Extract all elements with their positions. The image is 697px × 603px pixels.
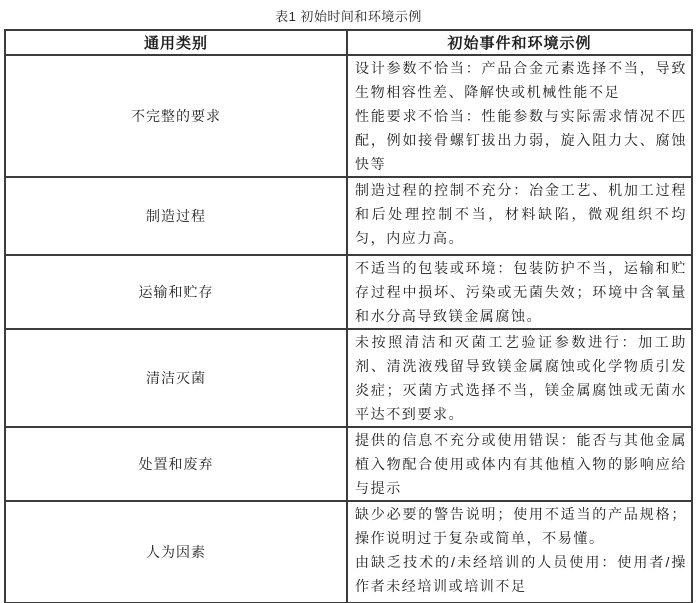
table-row-manufacturing-process	[5, 177, 692, 255]
table-row-cleaning-sterilization	[5, 329, 692, 427]
initiating-events-table	[4, 29, 693, 603]
category-cell: 人为因素	[5, 501, 347, 603]
example-paragraph: 提供的信息不充分或使用错误：能否与其他金属植入物配合使用或体内有其他植入物的影响应给与提示	[355, 432, 687, 496]
column-header-examples: 初始事件和环境示例	[347, 30, 692, 55]
example-paragraph: 制造过程的控制不充分：冶金工艺、机加工过程和后处理控制不当，材料缺陷，微观组织不均匀，内应力高。	[355, 182, 687, 246]
examples-cell	[347, 329, 692, 427]
examples-cell	[347, 501, 692, 603]
table-row-transport-storage	[5, 255, 692, 329]
example-paragraph: 性能要求不恰当：性能参数与实际需求情况不匹配，例如接骨螺钉拔出力弱，旋入阻力大、腐蚀快等	[355, 108, 687, 172]
table-title: 表1 初始时间和环境示例	[275, 9, 422, 24]
examples-cell	[347, 55, 692, 177]
category-cell: 不完整的要求	[5, 55, 347, 177]
examples-cell	[347, 255, 692, 329]
table-row-human-factors	[5, 501, 692, 603]
table-row-incomplete-requirements	[5, 55, 692, 177]
category-cell: 处置和废弃	[5, 427, 347, 501]
examples-cell	[347, 177, 692, 255]
header-row	[5, 30, 692, 55]
example-paragraph: 由缺乏技术的/未经培训的人员使用：使用者/操作者未经培训或培训不足	[355, 554, 687, 594]
example-paragraph: 设计参数不恰当：产品合金元素选择不当，导致生物相容性差、降解快或机械性能不足	[355, 60, 687, 100]
table-row-disposal	[5, 427, 692, 501]
category-cell: 运输和贮存	[5, 255, 347, 329]
example-paragraph: 不适当的包装或环境：包装防护不当，运输和贮存过程中损坏、污染或无菌失效；环境中含氧量和水分高导致镁金属腐蚀。	[355, 260, 687, 324]
example-paragraph: 未按照清洁和灭菌工艺验证参数进行：加工助剂、清洗液残留导致镁金属腐蚀或化学物质引发炎症；灭菌方式选择不当，镁金属腐蚀或无菌水平达不到要求。	[355, 334, 687, 422]
column-header-category: 通用类别	[5, 30, 347, 55]
example-paragraph: 缺少必要的警告说明；使用不适当的产品规格；操作说明过于复杂或简单，不易懂。	[355, 506, 687, 546]
examples-cell	[347, 427, 692, 501]
category-cell: 清洁灭菌	[5, 329, 347, 427]
category-cell: 制造过程	[5, 177, 347, 255]
